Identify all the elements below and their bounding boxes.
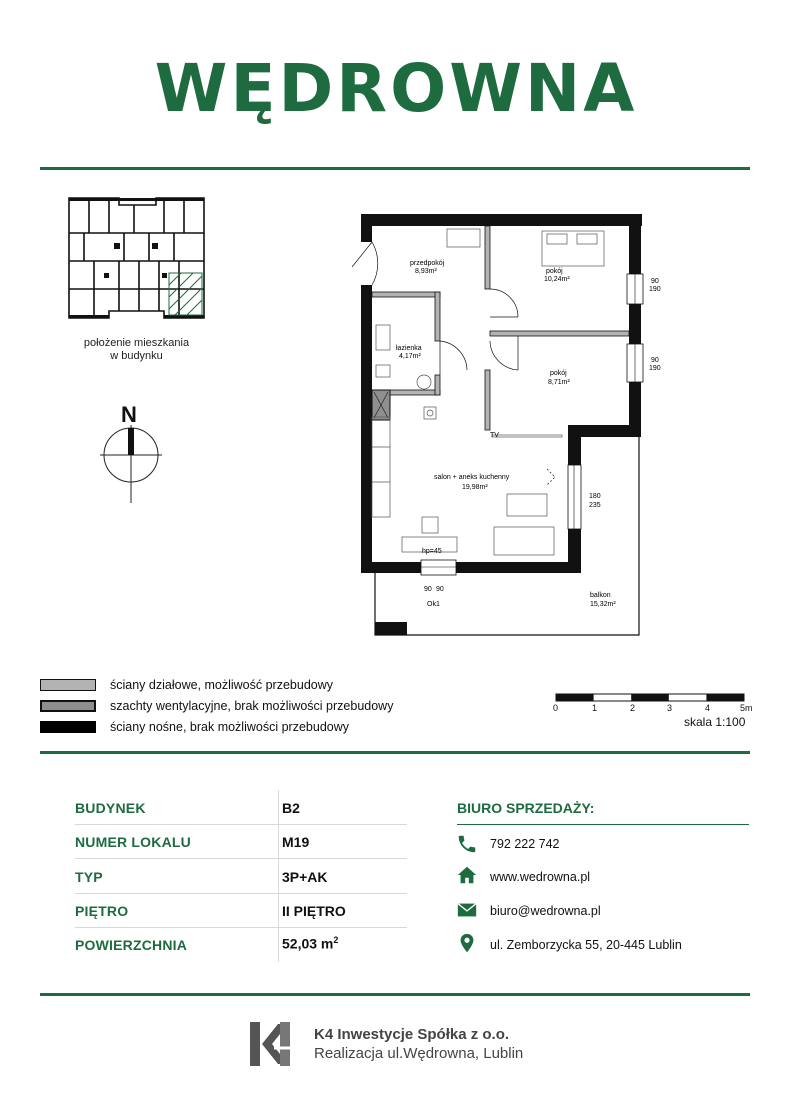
scale-bar [556,693,746,703]
shaft-swatch [40,700,96,712]
scale-tick-5: 5m [740,703,753,713]
scale-tick-4: 4 [705,703,711,713]
info-label-floor: PIĘTRO [75,903,129,919]
legend-shaft-label: szachty wentylacyjne, brak możliwości przebudowy [110,699,394,713]
room-living-label: salon + aneks kuchenny 19,98m² [434,474,510,491]
home-icon [456,864,478,886]
info-value-type: 3P+AK [282,869,328,885]
apartment-floor-plan [352,207,661,642]
window2-dim-b: 190 [649,365,661,372]
sales-website[interactable]: www.wedrowna.pl [490,870,591,884]
sales-phone[interactable]: 792 222 742 [490,837,560,851]
location-caption-1: położenie mieszkania [83,337,190,349]
header-divider [40,167,750,170]
compass-north-label: N [121,402,137,427]
info-label-area: POWIERZCHNIA [75,937,188,953]
legend-partition-label: ściany działowe, możliwość przebudowy [110,678,334,692]
compass-icon [100,425,162,505]
info-separator [75,893,407,894]
info-separator [75,858,407,859]
room-bedroom1-label: pokój 10,24m² [544,268,570,283]
room-hall-label: przedpokój 8,93m² [410,260,445,275]
legend-partition [40,677,333,693]
footer-project: Realizacja ul.Wędrowna, Lublin [314,1045,524,1062]
window1-dim-b: 190 [649,286,661,293]
info-separator [75,824,407,825]
scale-tick-0: 0 [553,703,559,713]
email-icon [456,899,478,921]
door-dim-b: 235 [589,502,601,509]
info-separator [75,927,407,928]
scale-tick-2: 2 [630,703,636,713]
k4-logo-icon [250,1022,298,1066]
brand-logo-title: WĘDROWNA [154,50,638,127]
info-value-building: B2 [282,800,300,816]
window3-dim-c: Ok1 [427,601,440,608]
window3-dim-b: 90 [436,586,444,593]
window2-dim-a: 90 [651,357,659,364]
info-column-divider [278,790,279,962]
location-caption-2: w budynku [110,350,163,362]
info-label-type: TYP [75,869,103,885]
window3-dim-a: 90 [424,586,432,593]
sales-address: ul. Zemborzycka 55, 20-445 Lublin [490,938,682,952]
info-label-unit: NUMER LOKALU [75,834,191,850]
sales-office-title: BIURO SPRZEDAŻY: [457,800,595,816]
window1-dim-a: 90 [651,278,659,285]
info-value-floor: II PIĘTRO [282,903,346,919]
building-location-plan [64,193,209,323]
loadbearing-swatch [40,721,96,733]
room-balcony-label: balkon 15,32m² [590,592,616,608]
tv-label: TV [490,432,499,439]
legend-shaft [40,698,393,714]
info-value-unit: M19 [282,834,310,850]
partition-swatch [40,679,96,691]
phone-icon [456,833,478,855]
sales-divider [457,824,749,825]
info-value-area [282,935,338,952]
info-label-building: BUDYNEK [75,800,146,816]
scale-tick-3: 3 [667,703,673,713]
area-value: 52,03 m [282,935,334,952]
map-pin-icon [456,932,478,954]
scale-tick-1: 1 [592,703,598,713]
sales-email[interactable]: biuro@wedrowna.pl [490,904,601,918]
area-unit-sup: 2 [333,935,339,945]
hp-label: hp=45 [422,548,442,555]
door-dim-a: 180 [589,493,601,500]
footer-company: K4 Inwestycje Spółka z o.o. [314,1026,510,1043]
scale-label: skala 1:100 [684,715,746,729]
room-bedroom2-label: pokój 8,71m² [548,370,570,386]
footer-divider [40,993,750,996]
legend-loadbearing [40,719,349,735]
legend-loadbearing-label: ściany nośne, brak możliwości przebudowy [110,720,349,734]
section-divider [40,751,750,754]
room-bathroom-label: łazienka 4,17m² [396,345,422,360]
